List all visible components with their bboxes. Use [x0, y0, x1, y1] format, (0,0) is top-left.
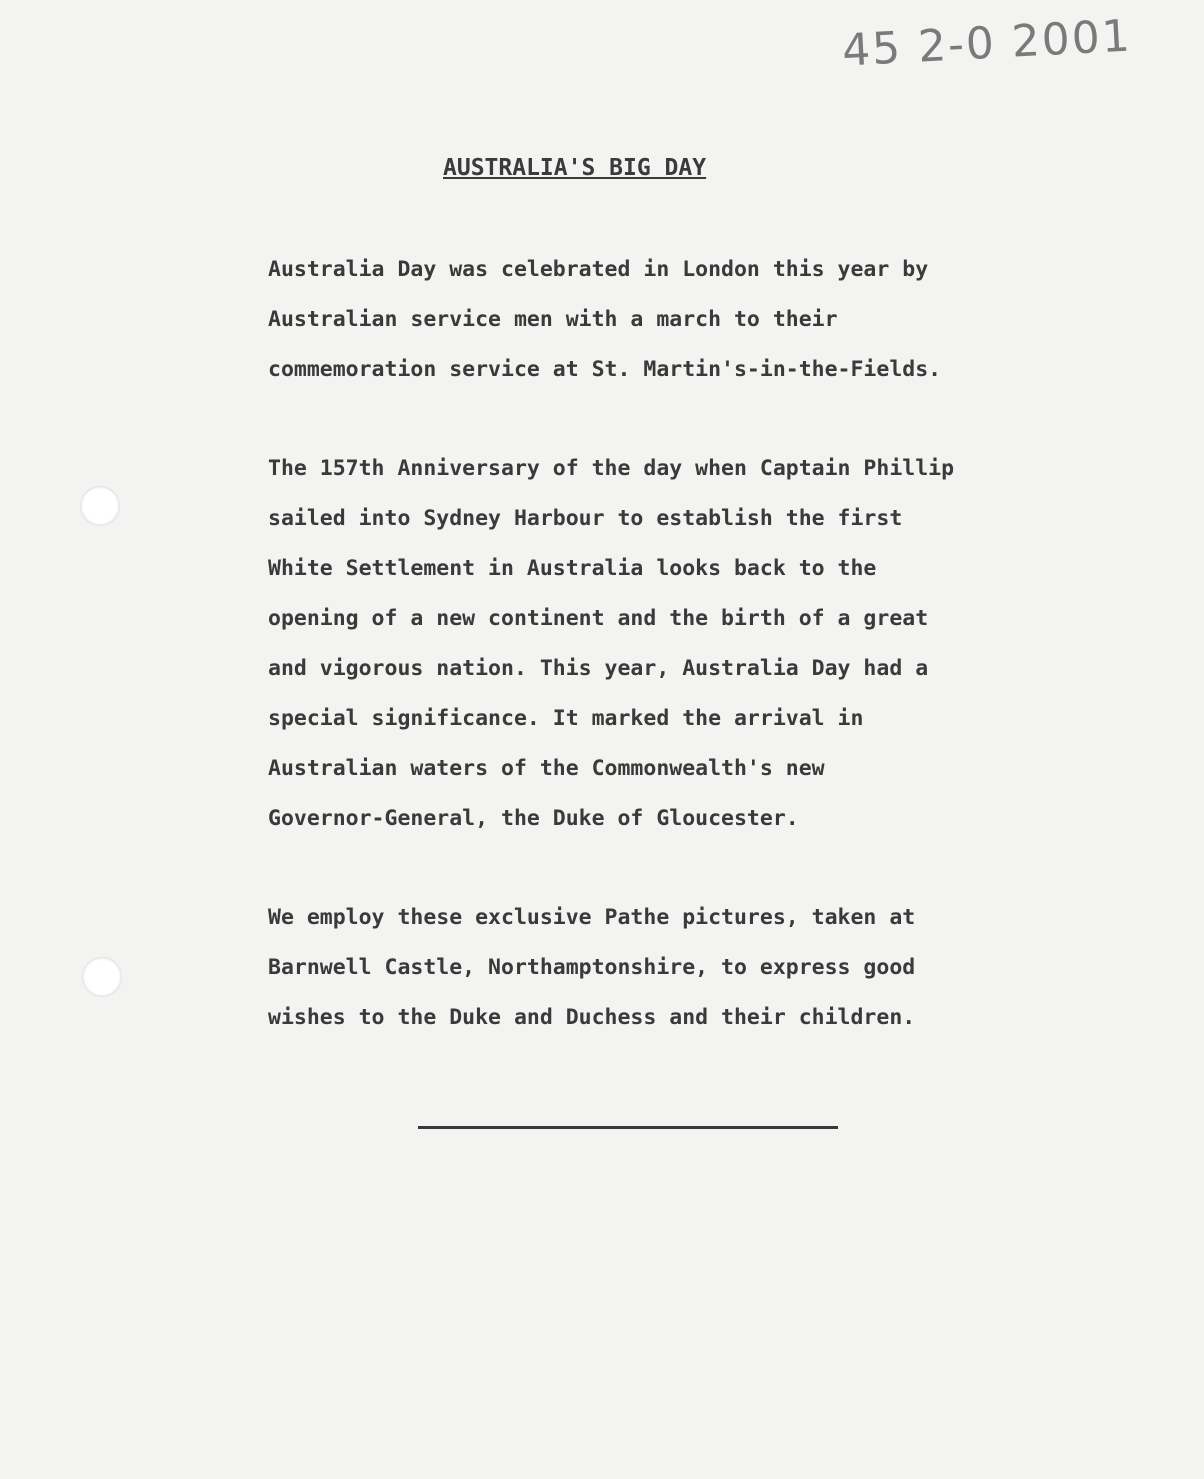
punch-hole	[80, 486, 120, 526]
paragraph-3	[268, 893, 915, 1043]
paragraph-2	[268, 444, 954, 844]
text-line: Australian waters of the Commonwealth's new	[268, 756, 825, 781]
text-line: Barnwell Castle, Northamptonshire, to express good	[268, 955, 916, 980]
text-line: sailed into Sydney Harbour to establish the first	[268, 506, 903, 531]
document-title: AUSTRALIA'S BIG DAY	[443, 155, 707, 181]
horizontal-rule	[418, 1126, 838, 1129]
text-line: opening of a new continent and the birth of a great	[268, 606, 929, 631]
text-line: We employ these exclusive Pathe pictures, taken at	[268, 905, 916, 930]
punch-hole	[82, 957, 122, 997]
text-line: wishes to the Duke and Duchess and their children.	[268, 1005, 916, 1030]
text-line: The 157th Anniversary of the day when Captain Phillip	[268, 456, 955, 481]
text-line: Australia Day was celebrated in London this year by	[268, 257, 929, 282]
text-line: special significance. It marked the arrival in	[268, 706, 864, 731]
text-line: White Settlement in Australia looks back to the	[268, 556, 877, 581]
text-line: Australian service men with a march to their	[268, 307, 838, 332]
handwritten-annotation: 45 2-0 2001	[840, 10, 1133, 77]
text-line: Governor-General, the Duke of Gloucester.	[268, 806, 799, 831]
paragraph-1	[268, 245, 941, 395]
text-line: and vigorous nation. This year, Australia Day had a	[268, 656, 929, 681]
text-line: commemoration service at St. Martin's-in-the-Fields.	[268, 357, 942, 382]
